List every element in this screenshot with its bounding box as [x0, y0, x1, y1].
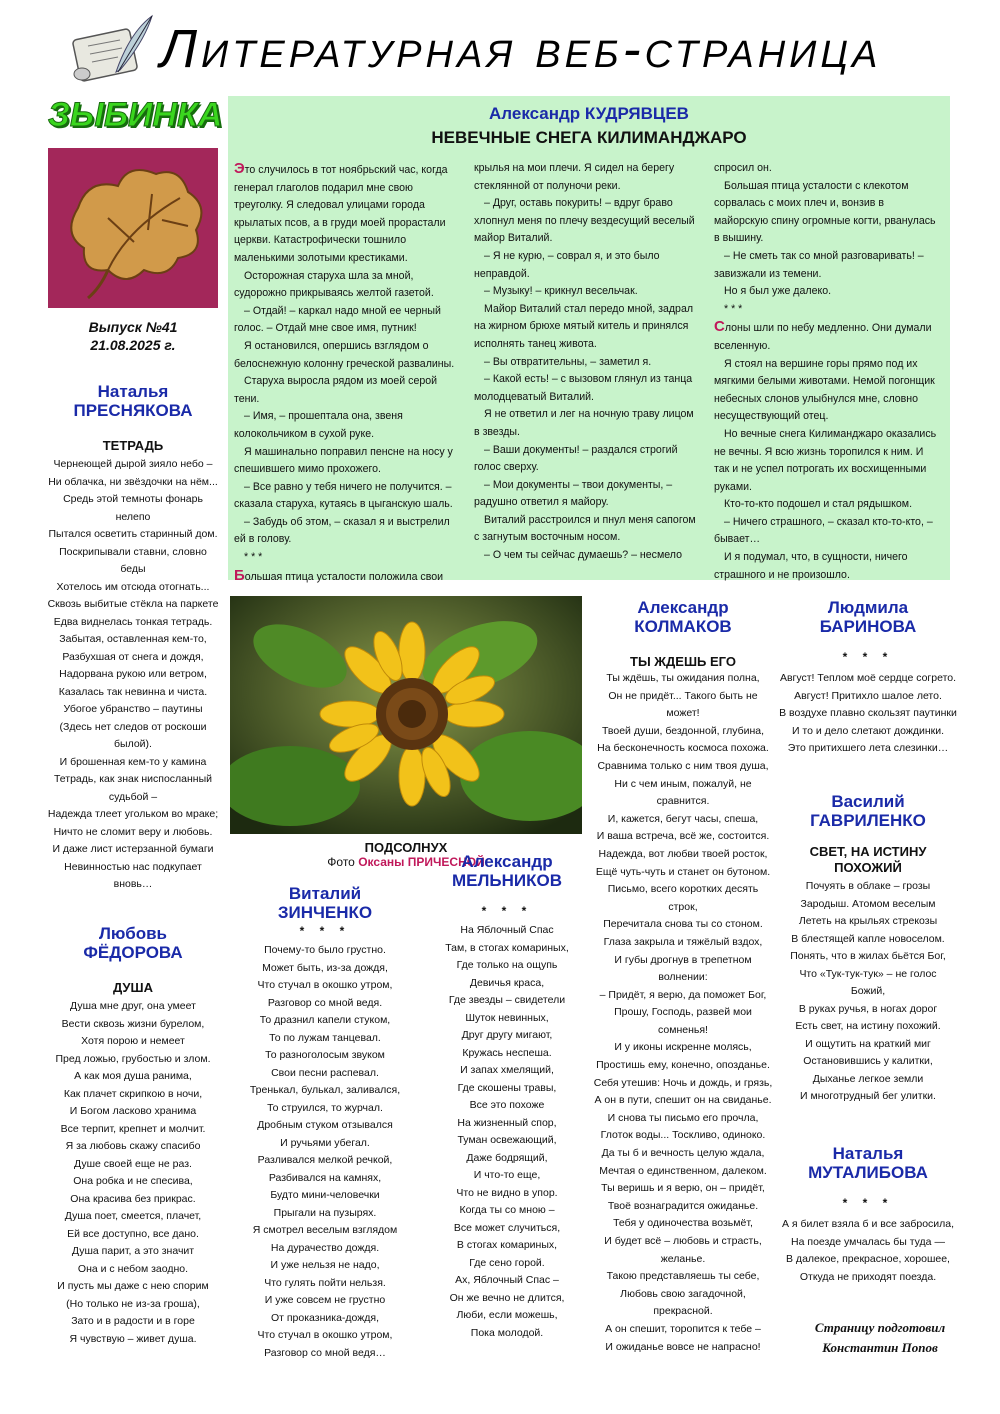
poem-line: Она и с небом заодно. [77, 1262, 189, 1275]
poem-lines [414, 922, 600, 1342]
poem-line: А как моя душа ранима, [74, 1070, 192, 1082]
poem-line: В руках ручья, в ногах дорог [798, 1002, 938, 1015]
story-paragraph: Майор Виталий стал передо мной, задрал на жирном брюхе мятый китель и принялся исполнять танец живота. [474, 302, 694, 350]
poem-line: Убогое убранство – паутины [63, 703, 203, 715]
poem-line: И ощутить на краткий миг [805, 1037, 931, 1050]
story-paragraph: – Какой есть! – с вызовом глянул из танца молодцеватый Виталий. [474, 373, 693, 403]
issue-number: Выпуск №41 [88, 319, 178, 335]
poem-line: Пока молодой. [470, 1326, 544, 1339]
poem-line: Разговор со мной ведя. [267, 996, 383, 1009]
poem-line: И что-то еще, [473, 1169, 541, 1181]
poem-line: Зато и в радости и в горе [71, 1315, 195, 1327]
poem-line: Он же вечно не длится, [449, 1291, 565, 1304]
story-paragraph: спросил он. [714, 162, 772, 174]
leaf-icon [48, 148, 218, 308]
poem-line: Что стучал в окошко утром, [257, 1329, 393, 1341]
poem-line: Август! Теплом моё сердце согрето. [779, 672, 957, 684]
story-paragraph: – Забудь об этом, – сказал я и выстрелил ей в голову. [234, 515, 450, 546]
poem-line: Я чувствую – живет душа. [69, 1332, 197, 1345]
story-paragraph: Я остановился, опершись взглядом о белоснежную колонну греческой развалины. [234, 339, 455, 370]
poem-line: И губы дрогнув в трепетном [614, 953, 752, 966]
author-name: Василий ГАВРИЛЕНКО [810, 792, 926, 830]
poem-title: ТЕТРАДЬ [102, 438, 164, 453]
poem-line: И то и дело слетают дождинки. [791, 724, 945, 737]
poem-line: Казалась так невинна и чиста. [58, 685, 208, 698]
story-paragraph: Большая птица усталости с клекотом сорвалась с моих плеч и, вонзив в майорскую спину огромные когти, рванулась в вышину. [714, 179, 936, 245]
poem-line: Себя утешив: Ночь и дождь, и грязь, [593, 1076, 773, 1089]
poem-line: В воздухе плавно скользят паутинки [779, 707, 957, 719]
poem-lines [770, 1216, 966, 1286]
story-paragraph: – Ваши документы! – раздался строгий голос сверху. [474, 443, 678, 474]
story-paragraph: – Мои документы – твои документы, – радушно ответил я майору. [474, 478, 673, 509]
poem-line: Едва виднелась тонкая тетрадь. [53, 615, 213, 628]
poem-fedorova [40, 924, 226, 1348]
poem-line: Я за любовь скажу спасибо [65, 1140, 201, 1152]
story-paragraph: – Ничего страшного, – сказал кто-то-кто, – бывает… [714, 515, 933, 546]
poem-line: Забытая, оставленная кем-то, [59, 633, 207, 645]
story-paragraph: – О чем ты сейчас думаешь? – несмело [484, 549, 682, 562]
poem-kolmakov [590, 598, 776, 1356]
poem-line: былой). [114, 738, 152, 750]
section-separator: * * * [724, 302, 743, 315]
poem-line: Пытался осветить старинный дом. [48, 528, 218, 540]
poem-stars: * * * [299, 924, 351, 938]
poem-title: СВЕТ, НА ИСТИНУ ПОХОЖИЙ [809, 844, 927, 875]
poem-line: Где звезды – свидетели [448, 994, 566, 1006]
poem-line: желанье. [660, 1252, 706, 1265]
poem-line: судьбой – [108, 790, 158, 803]
story-paragraph: И я подумал, что, в сущности, ничего страшного и не произошло. [714, 551, 908, 581]
poem-line: Лететь на крыльях стрекозы [798, 915, 938, 927]
photo-credit: Фото Оксаны ПРИЧЕСНОЙ [327, 855, 485, 869]
poem-line: Люби, если можешь, [456, 1309, 558, 1321]
poem-line: То разноголосым звуком [265, 1049, 385, 1061]
poem-line: И будет всё – любовь и страсть, [604, 1235, 762, 1247]
poem-line: На жизненный спор, [457, 1116, 557, 1129]
poem-line: Такою представляешь ты себе, [606, 1270, 760, 1283]
poem-presnyakova [40, 382, 226, 894]
story-paragraph: – Друг, оставь покурить! – вдруг браво хлопнул меня по плечу вездесущий веселый майор Виталий. [474, 197, 695, 245]
poem-line: прекрасной. [653, 1305, 713, 1318]
poem-line: А я билет взяла б и все забросила, [781, 1218, 955, 1230]
poem-line: На бесконечность космоса похожа. [597, 742, 769, 755]
poem-line: Друг другу мигают, [461, 1029, 553, 1041]
poem-line: вновь… [113, 878, 153, 890]
story-paragraph: Кто-то-кто подошел и стал рядышком. [724, 498, 913, 511]
poem-line: Божий, [850, 985, 886, 997]
poem-line: На дурачество дождя. [270, 1241, 380, 1254]
poem-line: Как плачет скрипкою в ночи, [63, 1087, 203, 1100]
poem-line: сомненья! [658, 1023, 708, 1036]
poem-stars: * * * [842, 650, 894, 664]
poem-line: И Богом ласково хранима [69, 1105, 197, 1117]
scroll-quill-logo-icon [68, 12, 156, 92]
story-paragraph: – Я не курю, – соврал я, и это было неправдой. [474, 249, 660, 280]
poem-line: Чернеющей дырой зияло небо – [53, 458, 213, 470]
story-paragraph: Виталий расстроился и пнул меня сапогом с загнутым восточным носом. [474, 513, 696, 544]
poem-line: Средь этой темноты фонарь [63, 493, 203, 505]
poem-line: Почему-то было грустно. [264, 944, 386, 956]
poem-line: Прошу, Господь, развей мои [614, 1006, 752, 1019]
poem-line: Глаза закрыла и тяжёлый вздох, [603, 935, 763, 948]
poem-line: Почуять в облаке – грозы [805, 880, 931, 892]
poem-line: Надежда тлеет угольком во мраке; [47, 808, 219, 820]
poem-line: Она робка и не спесива, [73, 1175, 193, 1187]
story-paragraph: Это случилось в тот ноябрьский час, когда генерал глаголов подарил мне свою треуголку. Я следовал улицами города крылатых псов, а в груди моей прорастали церкви. Катастрофически тошнило маленькими золотыми крестиками. [234, 160, 448, 264]
poem-line: Простишь ему, конечно, опозданье. [596, 1059, 770, 1072]
poem-line: Разбухшая от снега и дождя, [62, 650, 204, 663]
poem-line: Зародыш. Атомом веселым [800, 897, 936, 910]
poem-line: То струился, то журчал. [267, 1101, 383, 1114]
poem-line: И ручьями убегал. [280, 1136, 370, 1149]
feature-author: Александр КУДРЯВЦЕВ [489, 104, 689, 123]
poem-line: Дробным стуком отзывался [257, 1119, 393, 1131]
poem-line: – Придёт, я верю, да поможет Бог, [599, 988, 767, 1001]
poem-line: И ваша встреча, всё же, состоится. [596, 830, 770, 843]
poem-line: Душа мне друг, она умеет [70, 1000, 196, 1012]
poem-line: Пред ложью, грубостью и злом. [55, 1052, 211, 1065]
poem-line: Перечитала снова ты со стоном. [603, 918, 763, 931]
poem-line: И пусть мы даже с нею спорим [57, 1280, 209, 1292]
poem-line: Ни облачка, ни звёздочки на нём... [48, 475, 218, 488]
sunflower-photo [230, 596, 582, 834]
poem-line: Там, в стогах комариных, [445, 941, 569, 954]
poem-line: (Но только не из-за гроша), [66, 1297, 200, 1310]
story-paragraph: – Отдай! – каркал надо мной ее черный голос. – Отдай мне свое имя, путник! [234, 304, 441, 335]
poem-stars: * * * [842, 1196, 894, 1210]
story-paragraph: Но вечные снега Килиманджаро оказались не вечны. Я всю жизнь торопился к ним. И так и не успел потрогать их восхищенными руками. [714, 427, 937, 493]
poem-line: Все терпит, крепнет и молчит. [60, 1122, 206, 1135]
poem-line: Девичья краса, [469, 976, 545, 989]
story-paragraph: – Не сметь так со мной разговаривать! – завизжали из темени. [714, 249, 924, 280]
poem-lines [590, 670, 776, 1356]
poem-line: Мечтая о единственном, далеком. [599, 1164, 767, 1177]
poem-line: Разбивался на камнях, [268, 1171, 382, 1184]
sunflower-icon [230, 596, 582, 834]
poem-line: На Яблочный Спас [460, 924, 554, 936]
poem-line: Что не видно в упор. [456, 1186, 558, 1199]
poem-line: Твоё вознаградится ожиданье. [607, 1199, 759, 1212]
poem-line: Она красива без прикрас. [70, 1192, 196, 1205]
poem-line: Свои песни распевал. [271, 1066, 379, 1079]
story-paragraph: Я стоял на вершине горы прямо под их мягкими белыми животами. Немой погонщик небесных слонов улыбнулся мне, словно несуществующий отец. [714, 357, 935, 423]
story-paragraph: – Все равно у тебя ничего не получится. – сказала старуха, кутаясь в цыганскую шаль. [234, 480, 453, 511]
story-paragraph: Осторожная старуха шла за мной, судорожно прикрываясь желтой газетой. [234, 269, 434, 300]
feature-story [228, 96, 950, 584]
author-name: Александр МЕЛЬНИКОВ [451, 852, 563, 890]
poem-line: Тренькал, булькал, заливался, [249, 1084, 401, 1096]
poem-line: И уже совсем не грустно [264, 1294, 386, 1306]
poem-line: Невинностью нас подкупает [64, 860, 202, 873]
issue-date: 21.08.2025 г. [90, 337, 176, 353]
poem-line: Надежда, вот любви твоей росток, [598, 847, 768, 860]
poem-line: И уже нельзя не надо, [270, 1259, 380, 1271]
poem-line: Ей все доступно, все дано. [67, 1227, 199, 1240]
poem-line: Хотя порою и немеет [81, 1035, 185, 1047]
poem-line: Вести сквозь жизни бурелом, [61, 1017, 205, 1030]
poem-line: Разговор со мной ведя… [264, 1346, 386, 1359]
poem-line: И снова ты письмо его прочла, [607, 1111, 759, 1124]
poem-line: Сравнима только с ним твоя душа, [597, 759, 769, 772]
poem-line: Есть свет, на истину похожий. [795, 1020, 941, 1032]
poem-line: Даже бодрящий, [466, 1151, 548, 1164]
photo-caption-title: ПОДСОЛНУХ [364, 840, 448, 855]
page-credit: Страницу подготовил Константин Попов [814, 1320, 946, 1355]
poem-line: Ах, Яблочный Спас – [455, 1274, 559, 1286]
poem-line: Твоей души, бездонной, глубина, [601, 724, 765, 737]
feature-column-3 [714, 160, 940, 584]
poem-line: Поскрипывали ставни, словно [59, 545, 207, 558]
poem-line: То дразнил капели стуком, [259, 1014, 391, 1026]
poem-line: Душе своей еще не раз. [74, 1157, 192, 1170]
poem-line: Разливался мелкой речкой, [257, 1154, 393, 1166]
poem-line: Душа поет, смеется, плачет, [64, 1210, 202, 1222]
poem-line: То по лужам танцевал. [269, 1031, 381, 1044]
poem-line: Может быть, из-за дождя, [262, 961, 388, 974]
masthead-title: Литературная веб-страница [160, 19, 882, 79]
poem-line: Август! Притихло шалое лето. [794, 689, 942, 702]
poem-line: Ты веришь и я верю, он – придёт, [601, 1182, 765, 1195]
poem-line: Где сено горой. [469, 1256, 545, 1269]
poem-lines [40, 456, 226, 894]
poem-line: Все это похоже [469, 1099, 545, 1111]
poem-gavrilenko [770, 792, 966, 1106]
poem-line: Туман освежающий, [457, 1134, 557, 1146]
section-separator: * * * [244, 551, 263, 564]
poem-line: В стогах комариных, [456, 1239, 558, 1251]
story-paragraph: Слоны шли по небу медленно. Они думали вселенную. [714, 318, 932, 352]
poem-stars: * * * [481, 904, 533, 918]
poem-title: ТЫ ЖДЕШЬ ЕГО [630, 654, 736, 669]
poem-line: Надорвана рукою или ветром, [59, 668, 207, 680]
poem-line: Что гулять пойти нельзя. [264, 1276, 386, 1289]
poem-line: Кружась неспеша. [462, 1046, 552, 1059]
poem-line: Будто мини-человечки [270, 1189, 380, 1201]
poem-line: Ни с чем иным, пожалуй, не [614, 777, 752, 790]
poem-line: Остановившись у калитки, [803, 1055, 933, 1067]
poem-line: Это притихшего лета слезинки… [787, 742, 949, 754]
poem-line: И ожиданье вовсе не напрасно! [605, 1340, 761, 1353]
poem-line: Сквозь выбитые стёкла на паркете [47, 598, 219, 610]
poem-line: Все может случиться, [453, 1221, 561, 1234]
poem-line: Он не придёт... Такого быть не [608, 689, 758, 702]
poem-line: строк, [668, 900, 698, 913]
poem-line: Письмо, всего коротких десять [607, 883, 759, 896]
poem-line: Ещё чуть-чуть и станет он бутоном. [595, 865, 771, 878]
poem-line: Тетрадь, как знак ниспосланный [53, 773, 213, 785]
author-name: Виталий ЗИНЧЕНКО [277, 884, 373, 922]
poem-line: Где скошены травы, [457, 1081, 557, 1094]
poem-line: Дыханье легкое земли [812, 1072, 924, 1085]
story-paragraph: – Имя, – прошептала она, звеня колокольчиком в сухой руке. [234, 410, 403, 440]
poem-line: Ничто не сломит веру и любовь. [53, 825, 213, 838]
poem-line: Я смотрел веселым взглядом [252, 1224, 398, 1236]
poem-lines [232, 942, 418, 1362]
poem-line: В блестящей капле новоселом. [791, 932, 945, 945]
poem-line: Хотелось им отсюда отогнать... [56, 580, 210, 593]
poem-lines [40, 998, 226, 1348]
poem-line: От проказника-дождя, [270, 1311, 380, 1324]
poem-line: И, кажется, бегут часы, спеша, [607, 812, 759, 825]
poem-line: может! [666, 707, 700, 720]
poem-title: ДУША [113, 980, 153, 995]
poem-line: И запах хмелящий, [460, 1064, 554, 1076]
poem-line: беды [120, 563, 146, 575]
story-paragraph: Я машинально поправил пенсне на носу у спешившего мимо прохожего. [234, 445, 453, 476]
poem-line: Любовь свою загадочной, [620, 1287, 746, 1300]
poem-line: Что «Тук-тук-тук» – не голос [799, 967, 937, 980]
feature-column-1 [234, 160, 460, 586]
story-paragraph: – Музыку! – крикнул весельчак. [484, 285, 638, 298]
poem-line: Понять, что в жилах бьётся Бог, [790, 950, 946, 962]
poem-line: В далекое, прекрасное, хорошее, [786, 1253, 950, 1265]
poem-line: И многотрудный бег улитки. [800, 1090, 936, 1102]
poem-line: Душа парит, а это значит [71, 1245, 195, 1257]
poem-line: А он спешит, торопится к тебе – [605, 1322, 761, 1335]
poem-line: И брошенная кем-то у камина [59, 755, 207, 768]
poem-line: Прыгали на пузырях. [273, 1206, 377, 1219]
author-name: Наталья ПРЕСНЯКОВА [73, 382, 193, 420]
poem-line: А он в пути, спешит он на свиданье. [594, 1094, 772, 1107]
poem-line: нелепо [115, 510, 151, 523]
poem-line: Когда ты со мною – [459, 1204, 555, 1216]
poem-line: И у иконы искренне молясь, [614, 1041, 752, 1054]
poem-line: Да ты б и вечность целую ждала, [601, 1147, 765, 1160]
poem-melnikov [414, 852, 600, 1342]
story-paragraph: Старуха выросла рядом из моей серой тени. [234, 375, 438, 405]
feature-title: НЕВЕЧНЫЕ СНЕГА КИЛИМАНДЖАРО [431, 128, 747, 147]
poem-line: Глоток воды... Тоскливо, одиноко. [600, 1129, 766, 1142]
story-paragraph: – Вы отвратительны, – заметил я. [484, 355, 652, 368]
poem-mutalibova [770, 1144, 966, 1286]
story-paragraph: Большая птица усталости положила свои [234, 566, 444, 584]
story-paragraph: крылья на мои плечи. Я сидел на берегу стеклянной от полуночи реки. [474, 162, 675, 192]
author-name: Наталья МУТАЛИБОВА [808, 1144, 928, 1182]
brand-logo: ЗЫБИНКА [48, 96, 223, 134]
author-name: Любовь ФЁДОРОВА [83, 924, 183, 962]
poem-line: Что стучал в окошко утром, [257, 979, 393, 991]
poem-line: На поезде умчалась бы туда — [791, 1235, 945, 1248]
poem-line: Шуток невинных, [465, 1011, 549, 1024]
poem-line: (Здесь нет следов от роскоши [59, 720, 207, 733]
story-paragraph: Я не ответил и лег на ночную траву лицом в звезды. [474, 408, 694, 438]
poem-line: сравнится. [656, 795, 710, 808]
poem-line: волнении: [658, 971, 708, 984]
poem-lines [770, 878, 966, 1106]
poem-line: Где только на ощупь [456, 959, 558, 971]
poem-barinova [770, 598, 966, 758]
poem-line: И даже лист истерзанной бумаги [52, 843, 214, 855]
poem-lines [770, 670, 966, 758]
feature-column-2 [474, 160, 700, 565]
poem-line: Ты ждёшь, ты ожидания полна, [606, 672, 760, 684]
poem-line: Тебя у одиночества возьмёт, [613, 1217, 753, 1230]
issue-info [48, 318, 218, 354]
story-paragraph: Но я был уже далеко. [724, 285, 832, 298]
poem-zinchenko [232, 884, 418, 1362]
author-name: Людмила БАРИНОВА [819, 598, 917, 636]
poem-line: Откуда не приходят поезда. [799, 1270, 937, 1283]
author-name: Александр КОЛМАКОВ [634, 598, 732, 636]
leaf-illustration [48, 148, 218, 308]
